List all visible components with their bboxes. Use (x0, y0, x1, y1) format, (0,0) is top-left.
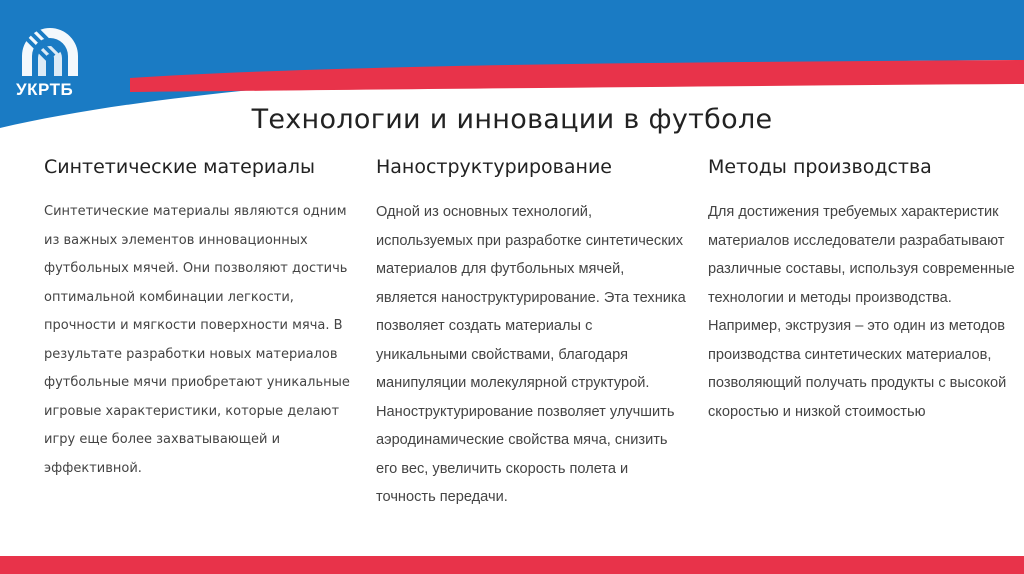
column-nanostructuring (376, 156, 686, 512)
column-text: Синтетические материалы являются одним из важных элементов инновационных футбольных мячей. Они позволяют достичь оптимальной комбинации легкости, прочности и мягкости поверхности мяча. В результате разработки новых материалов футбольные мячи приобретают уникальные игровые характеристики, которые делают игру еще более захватывающей и эффективной. (44, 204, 350, 476)
footer-band (0, 556, 1024, 574)
column-text: Одной из основных технологий, используемых при разработке синтетических материалов для футбольных мячей, является наноструктурирование. Эта техника позволяет создать материалы с уникальными свойствами, благодаря манипуляции молекулярной структурой. Наноструктурирование позволяет улучшить аэродинамические свойства мяча, снизить его вес, увеличить скорость полета и точность передачи. (376, 204, 686, 505)
column-heading: Синтетические материалы (44, 156, 316, 178)
column-heading: Наноструктурирование (376, 156, 612, 178)
column-production-methods (708, 156, 1018, 426)
column-heading: Методы производства (708, 156, 932, 178)
logo-text: УКРТБ (16, 80, 74, 99)
column-text: Для достижения требуемых характеристик материалов исследователи разрабатывают различные составы, используя современные технологии и методы производства. Например, экструзия – это один из методов производства синтетических материалов, позволяющий получать продукты с высокой скоростью и низкой стоимостью (708, 204, 1015, 420)
slide-title: Технологии и инновации в футболе (251, 104, 773, 135)
column-synthetic-materials (44, 156, 354, 483)
